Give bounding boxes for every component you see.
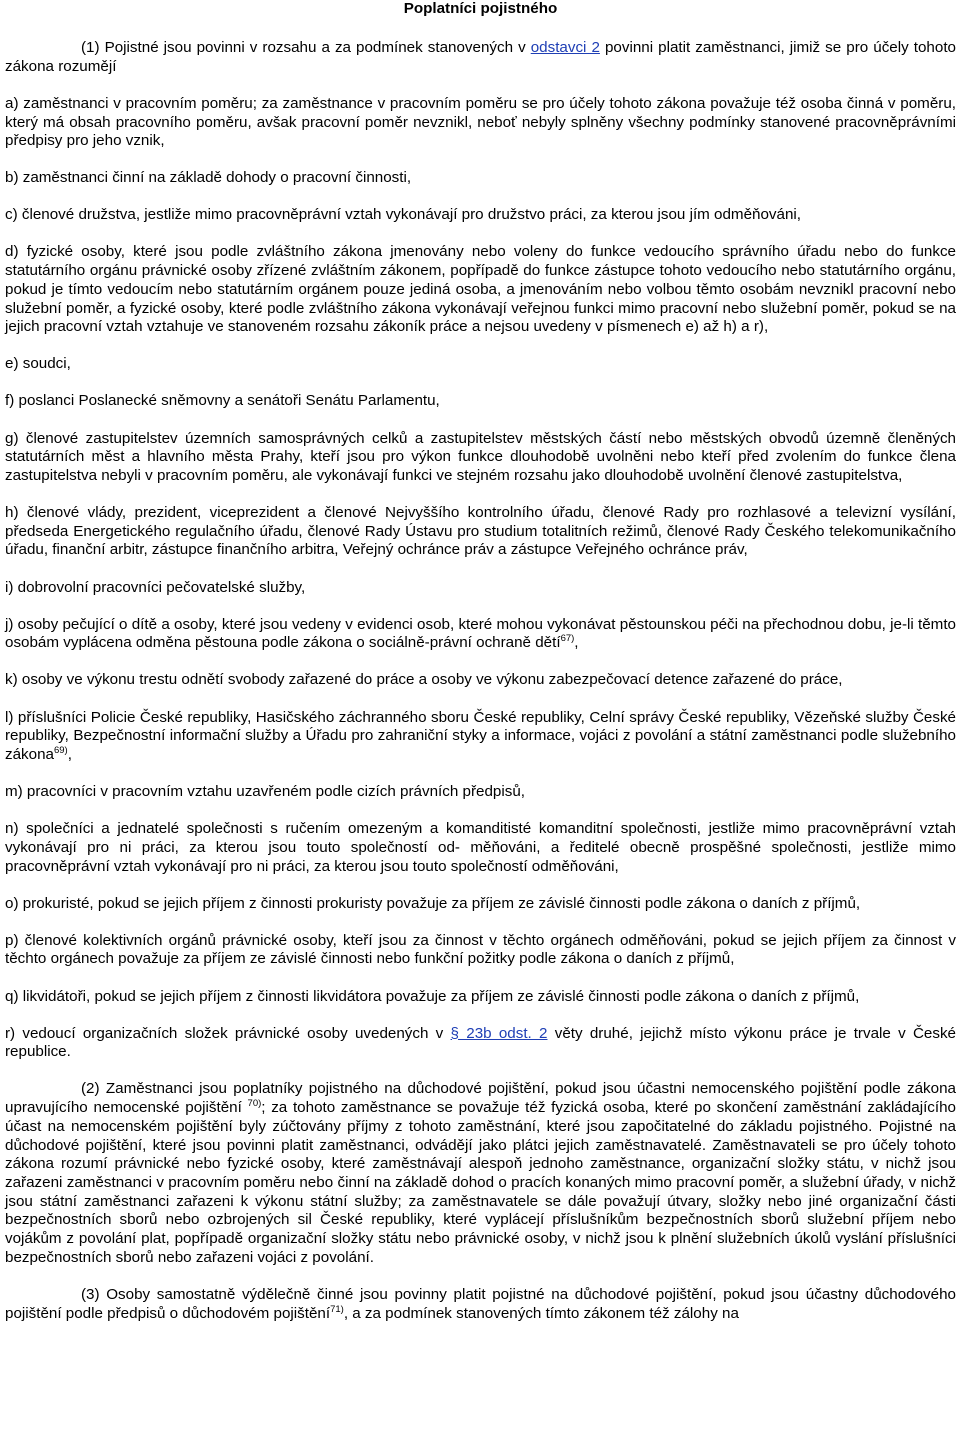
paragraph-1-text-after: povinni platit zaměstnanci, jimiž se pro účely tohoto zákona rozumějí <box>5 39 956 75</box>
item-p: p) členové kolektivních orgánů právnické osoby, kteří jsou za činnost v těchto orgánech odměňováni, pokud se jejich příjem za činnost v těchto orgánech považuje za příjem ze závislé činnosti nebo funkční požitky podle zákona o daních z příjmů, <box>5 931 956 968</box>
item-k: k) osoby ve výkonu trestu odnětí svobody zařazené do práce a osoby ve výkonu zabezpečovací detence zařazené do práce, <box>5 671 843 689</box>
paragraph-2 <box>5 1080 956 1267</box>
item-c: c) členové družstva, jestliže mimo pracovněprávní vztah vykonávají pro družstvo práci, za kterou jsou jím odměňováni, <box>5 206 802 224</box>
item-l-text: l) příslušníci Policie České republiky, Hasičského záchranného sboru České republiky, Celní správy České republiky, Vězeňské služby České republiky, Bezpečnostní informační služby a Úřadu pro zahraniční styky a informace, vojáci z povolání a státní zaměstnanci podle služebního zákona <box>5 708 956 763</box>
paragraph-3-text-1: (3) Osoby samostatně výdělečně činné jsou povinny platit pojistné na důchodové pojištění, pokud jsou účastny důchodového pojištění podle předpisů o důchodovém pojištění <box>5 1285 956 1322</box>
item-r-text-after: věty druhé, jejichž místo výkonu práce je trvale v České republice. <box>5 1024 956 1061</box>
item-j-text: j) osoby pečující o dítě a osoby, které jsou vedeny v evidenci osob, které mohou vykonávat pěstounskou péči na přechodnou dobu, je-li těmto osobám vyplácena odměna pěstouna podle zákona o sociálně-právní ochraně dětí <box>5 615 956 652</box>
item-r <box>5 1025 956 1062</box>
item-i: i) dobrovolní pracovníci pečovatelské služby, <box>5 578 306 596</box>
footnote-67-ref: 67) <box>560 633 575 645</box>
odstavci-2-link[interactable]: odstavci 2 <box>530 39 600 56</box>
paragraph-1 <box>5 39 956 76</box>
item-b: b) zaměstnanci činní na základě dohody o pracovní činnosti, <box>5 169 412 187</box>
item-m: m) pracovníci v pracovním vztahu uzavřeném podle cizích právních předpisů, <box>5 783 525 801</box>
paragraph-2-text-1: (2) Zaměstnanci jsou poplatníky pojistného na důchodové pojištění, pokud jsou účastni nemocenského pojištění podle zákona upravujícího nemocenské pojištění <box>5 1080 956 1117</box>
item-r-text-before: r) vedoucí organizačních složek právnické osoby uvedených v <box>5 1024 451 1042</box>
item-f: f) poslanci Poslanecké sněmovny a senátoři Senátu Parlamentu, <box>5 392 440 410</box>
paragraph-3 <box>5 1286 956 1323</box>
item-l-end: , <box>67 745 72 763</box>
footnote-71-ref: 71) <box>330 1303 344 1315</box>
item-d: d) fyzické osoby, které jsou podle zvláštního zákona jmenovány nebo voleny do funkce vedoucího správního úřadu nebo do funkce statutárního orgánu právnické osoby zřízené zvláštním zákonem, popřípadě do funkce zástupce tohoto vedoucího nebo statutárního orgánu, pokud je tímto vedoucím nebo statutárním orgánem pouze jediná osoba, a jmenováním nebo volbou těmto osobám nevznikl pracovní nebo služební poměr, a fyzické osoby, které podle zvláštního zákona vykonávají veřejnou funkci mimo pracovní nebo služební poměr, pokud se na jejich pracovní vztah vztahuje ve stanoveném rozsahu zákoník práce a nejsou uvedeny v písmenech e) až h) a r), <box>5 243 956 336</box>
paragraph-1-text-before: (1) Pojistné jsou povinni v rozsahu a za podmínek stanovených v <box>81 39 531 56</box>
item-g: g) členové zastupitelstev územních samosprávných celků a zastupitelstev městských částí nebo městských obvodů územně členěných statutárních měst a hlavního města Prahy, kteří jsou pro výkon funkce dlouhodobě uvolněni nebo kteří před zvolením do funkce člena zastupitelstva nebyli v pracovním poměru, ale vykonávají funkci ve stejném rozsahu jako dlouhodobě uvolnění členové zastupitelstva, <box>5 429 956 484</box>
paragraph-3-text-2: , a za podmínek stanovených tímto zákonem též zálohy na <box>343 1304 739 1322</box>
item-e: e) soudci, <box>5 355 71 373</box>
item-q: q) likvidátoři, pokud se jejich příjem z činnosti likvidátora považuje za příjem ze závislé činnosti podle zákona o daních z příjmů, <box>5 987 860 1005</box>
item-l <box>5 709 956 765</box>
footnote-69-ref: 69) <box>53 744 68 756</box>
item-a: a) zaměstnanci v pracovním poměru; za zaměstnance v pracovním poměru se pro účely tohoto zákona považuje též osoba činná v poměru, který má obsah pracovního poměru, avšak pracovní poměr nevznikl, neboť nebyly splněny všechny podmínky stanovené pracovněprávními předpisy pro jeho vznik, <box>5 94 956 150</box>
item-h: h) členové vlády, prezident, viceprezident a členové Nejvyššího kontrolního úřadu, členové Rady pro rozhlasové a televizní vysílání, předseda Energetického regulačního úřadu, členové Rady Ústavu pro studium totalitních režimů, členové Rady Českého telekomunikačního úřadu, finanční arbitr, zástupce finančního arbitra, Veřejný ochránce práv a zástupce Veřejného ochránce práv, <box>5 504 956 559</box>
item-j <box>5 616 956 653</box>
document-page <box>5 0 956 1323</box>
paragraph-2-text-2: ; za tohoto zaměstnance se považuje též fyzická osoba, které po skončení zaměstnání zakládajícího účast na nemocenském pojištění byly zúčtovány příjmy z tohoto zaměstnání, které jsou započitatelné do základu pojistného. Pojistné na důchodové pojištění, které jsou povinni platit zaměstnanci, odvádějí jako plátci jejich zaměstnavatelé. Zaměstnavateli se pro účely tohoto zákona rozumí právnické nebo fyzické osoby, které zaměstnávají alespoň jednoho zaměstnance, organizační složky státu, v nichž jsou zařazeni zaměstnanci v pracovním poměru nebo činní na základě dohod o pracích konaných mimo pracovní poměr, a služební úřady, v nichž jsou státní zaměstnanci zařazeni k výkonu státní služby; za zaměstnavatele se dále považují útvary, složky nebo jiné organizační části bezpečnostních sborů nebo ozbrojených sil České republiky, které vyplácejí příslušníkům bezpečnostních sborů služební příjem nebo vojákům z povolání plat, popřípadě organizační složky státu nebo právnické osoby, v nichž jsou k plnění služebních úkolů vyslání příslušníci bezpečnostních sborů nebo zařazeni vojáci z povolání. <box>5 1099 957 1266</box>
item-j-end: , <box>574 634 579 652</box>
item-o: o) prokuristé, pokud se jejich příjem z činnosti prokuristy považuje za příjem ze závislé činnosti podle zákona o daních z příjmů, <box>5 894 861 912</box>
item-n: n) společníci a jednatelé společnosti s ručením omezeným a komanditisté komanditní společnosti, jestliže mimo pracovněprávní vztah vykonávají pro ni práci, za kterou jsou touto společností od- měňováni, a ředitelé obecně prospěšné společnosti, jestliže mimo pracovněprávní vztah vykonávají pro ni práci, za kterou jsou touto společností odměňováni, <box>5 820 956 875</box>
section-23b-link[interactable]: § 23b odst. 2 <box>450 1024 548 1042</box>
page-title: Poplatníci pojistného <box>403 0 558 17</box>
footnote-70-ref: 70) <box>247 1098 262 1110</box>
